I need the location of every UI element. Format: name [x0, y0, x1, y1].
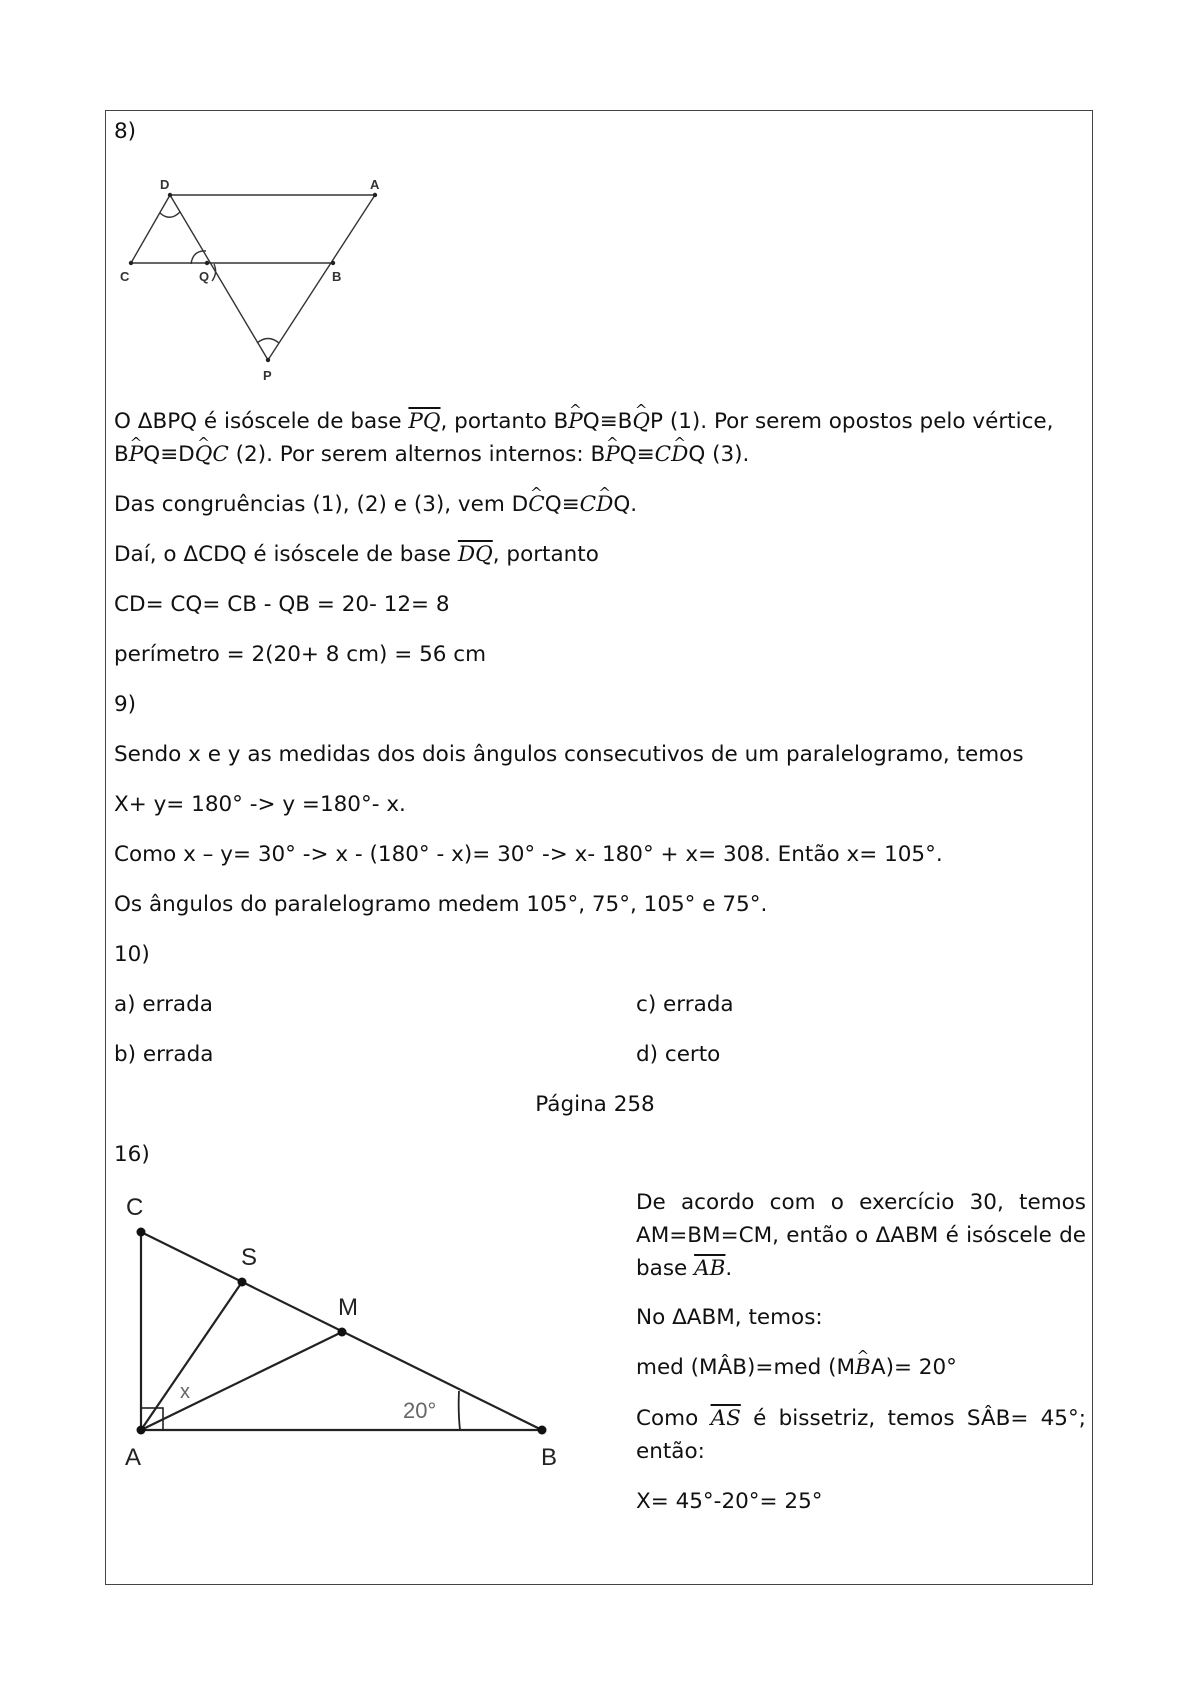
- label-x: x: [180, 1381, 190, 1403]
- label-S: S: [241, 1244, 258, 1271]
- q10-number: 10): [114, 942, 150, 967]
- label-B: B: [332, 269, 342, 284]
- q8-line-1: O ΔBPQ é isóscele de base $\overline{PQ}$, portanto BP ^Q≡BQ ^P (1). Por serem opostos pelo vértice,: [114, 407, 1053, 437]
- label-C: C: [126, 1194, 144, 1221]
- label-Q: Q: [199, 269, 210, 284]
- q16-line-4: Como $\overline{AS}$ é bissetriz, temos SÂB= 45°; então:: [636, 1406, 1086, 1464]
- q16-paragraph-1: De acordo com o exercício 30, temos AM=BM=CM, então o ΔABM é isóscele de base $\overline{AB}$.: [636, 1190, 1086, 1281]
- q8-figure: [114, 170, 394, 390]
- label-angle-20: 20°: [403, 1398, 437, 1423]
- q9-line-2: X+ y= 180° -> y =180°- x.: [114, 792, 406, 817]
- q8-line-6: perímetro = 2(20+ 8 cm) = 56 cm: [114, 642, 487, 667]
- q8-line-2: BP ^Q≡DQ ^C (2). Por serem alternos internos: BP ^Q≡CD ^Q (3).: [114, 440, 749, 470]
- q9-line-4: Os ângulos do paralelogramo medem 105°, 75°, 105° e 75°.: [114, 892, 768, 917]
- q10-answer-a: a) errada: [114, 992, 213, 1017]
- label-M: M: [338, 1294, 358, 1321]
- q16-number: 16): [114, 1142, 150, 1167]
- label-D: D: [160, 177, 170, 192]
- q8-number: 8): [114, 119, 137, 144]
- q16-line-5: X= 45°-20°= 25°: [636, 1489, 823, 1514]
- page-label: Página 258: [535, 1092, 655, 1117]
- q9-number: 9): [114, 692, 137, 717]
- q9-line-1: Sendo x e y as medidas dos dois ângulos consecutivos de um paralelogramo, temos: [114, 742, 1024, 767]
- q9-line-3: Como x – y= 30° -> x - (180° - x)= 30° -> x- 180° + x= 308. Então x= 105°.: [114, 842, 943, 867]
- q16-figure: [110, 1190, 570, 1480]
- q16-line-3: med (MÂB)=med (MB ^A)= 20°: [636, 1353, 957, 1383]
- q10-answer-c: c) errada: [636, 992, 734, 1017]
- q8-line-5: CD= CQ= CB - QB = 20- 12= 8: [114, 592, 450, 617]
- label-P: P: [263, 368, 272, 383]
- label-C: C: [120, 269, 130, 284]
- q8-line-4: Daí, o ΔCDQ é isóscele de base $\overline{DQ}$, portanto: [114, 542, 599, 567]
- q16-line-2: No ΔABM, temos:: [636, 1305, 823, 1330]
- label-A: A: [125, 1444, 142, 1471]
- q10-answer-d: d) certo: [636, 1042, 721, 1067]
- label-B: B: [541, 1444, 558, 1471]
- q10-answer-b: b) errada: [114, 1042, 214, 1067]
- label-A: A: [370, 177, 380, 192]
- q8-line-3: Das congruências (1), (2) e (3), vem DC ^Q≡CD ^Q.: [114, 490, 637, 520]
